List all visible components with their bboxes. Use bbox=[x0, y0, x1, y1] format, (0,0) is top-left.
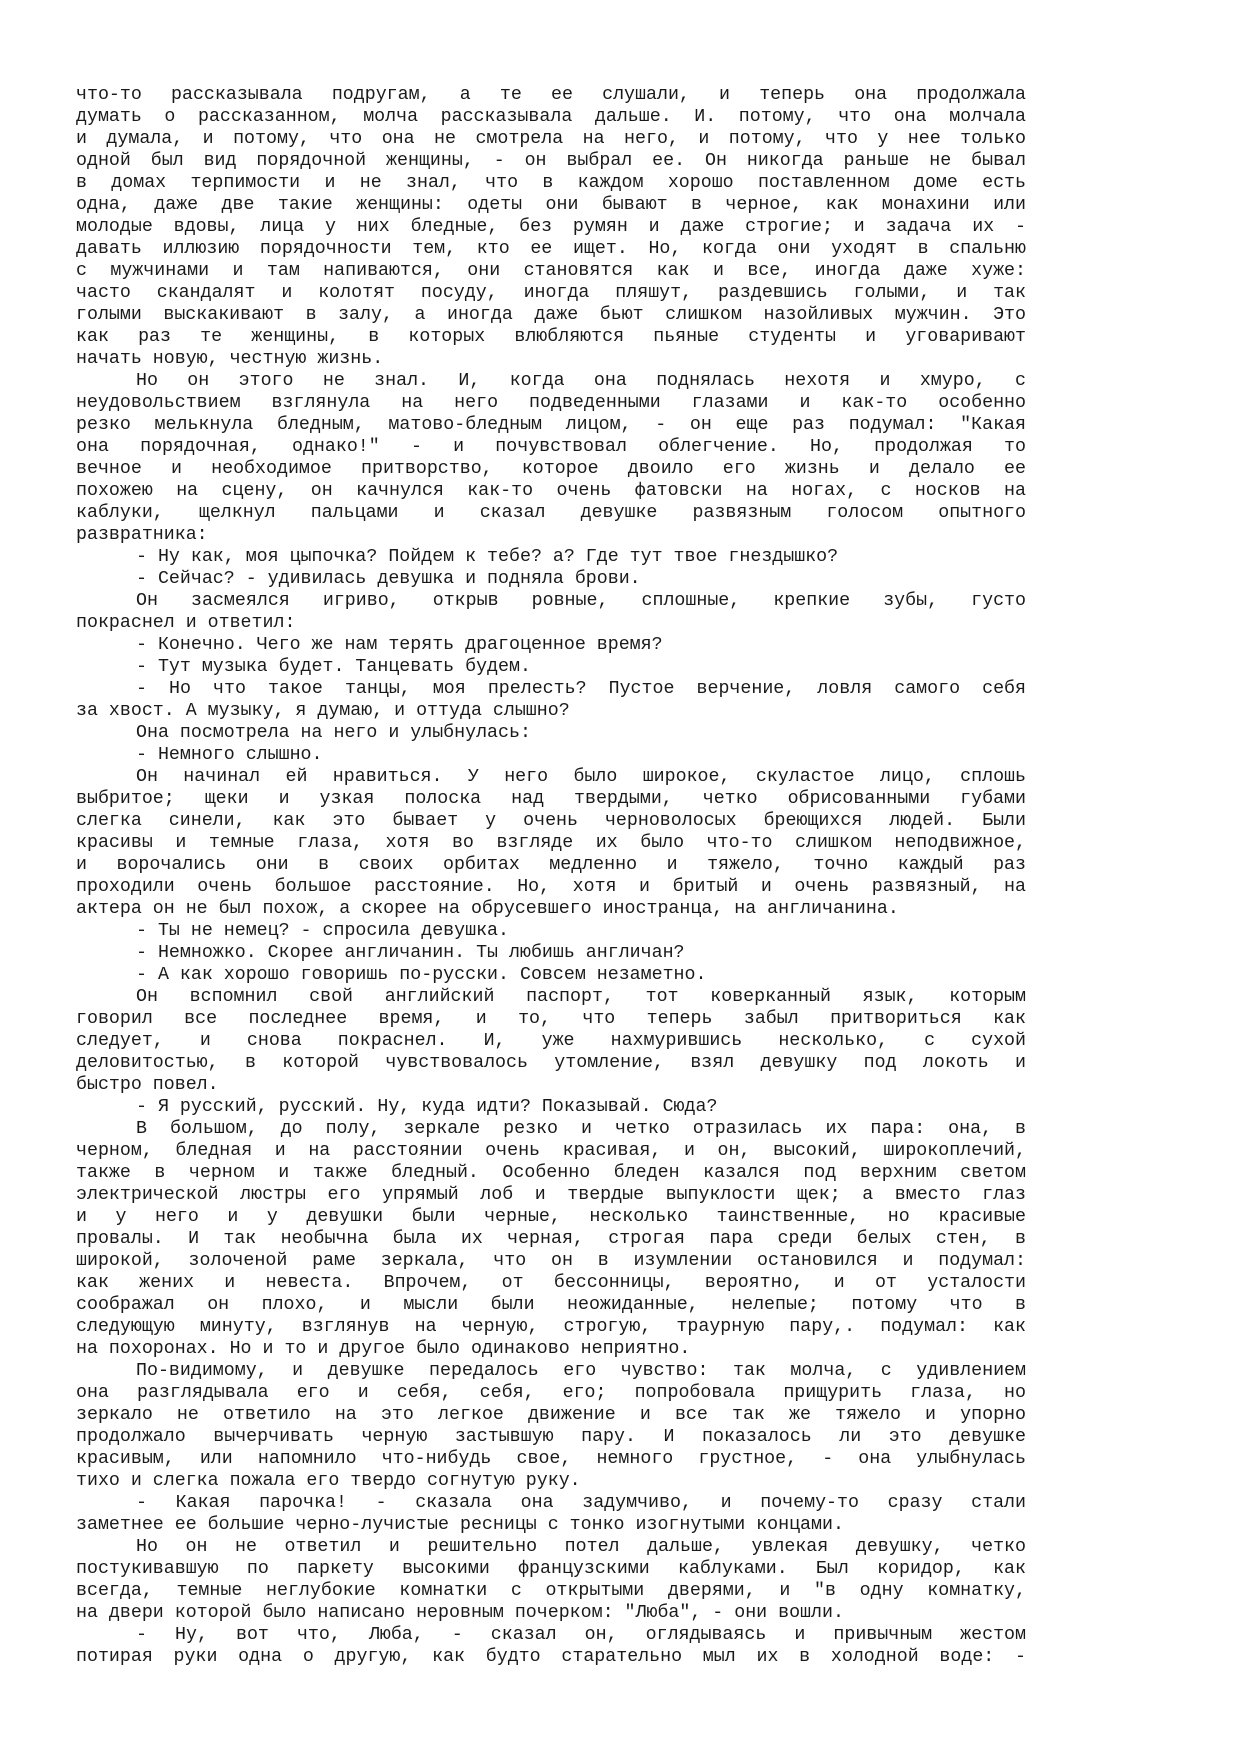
text-line: черном, бледная и на расстоянии очень красивая, и он, высокий, широкоплечий, bbox=[76, 1141, 1026, 1161]
text-line: и ворочались они в своих орбитах медленно и тяжело, точно каждый раз bbox=[76, 855, 1026, 875]
text-line: продолжало вычерчивать черную застывшую пару. И показалось ли это девушке bbox=[76, 1427, 1026, 1447]
text-line: тихо и слегка пожала его твердо согнутую руку. bbox=[76, 1471, 581, 1491]
text-line: - Немного слышно. bbox=[136, 745, 323, 765]
text-line: - А как хорошо говоришь по-русски. Совсем незаметно. bbox=[136, 965, 707, 985]
text-line: заметнее ее большие черно-лучистые ресницы с тонко изогнутыми концами. bbox=[76, 1515, 844, 1535]
text-line: широкой, золоченой раме зеркала, что он в изумлении остановился и подумал: bbox=[76, 1251, 1026, 1271]
text-line: каблуки, щелкнул пальцами и сказал девушке развязным голосом опытного bbox=[76, 503, 1026, 523]
text-line: выбритое; щеки и узкая полоска над твердыми, четко обрисованными губами bbox=[76, 789, 1026, 809]
text-line: слегка синели, как это бывает у очень черноволосых бреющихся людей. Были bbox=[76, 811, 1026, 831]
text-line: соображал он плохо, и мысли были неожиданные, нелепые; потому что в bbox=[76, 1295, 1026, 1315]
text-line: - Ты не немец? - спросила девушка. bbox=[136, 921, 509, 941]
text-line: - Какая парочка! - сказала она задумчиво, и почему-то сразу стали bbox=[136, 1493, 1026, 1513]
text-line: красивы и темные глаза, хотя во взгляде их было что-то слишком неподвижное, bbox=[76, 833, 1026, 853]
text-line: актера он не был похож, а скорее на обрусевшего иностранца, на англичанина. bbox=[76, 899, 899, 919]
text-line: Но он этого не знал. И, когда она поднялась нехотя и хмуро, с bbox=[136, 371, 1026, 391]
text-line: всегда, темные неглубокие комнатки с открытыми дверями, и "в одну комнатку, bbox=[76, 1581, 1026, 1601]
text-line: резко мелькнула бледным, матово-бледным лицом, - он еще раз подумал: "Какая bbox=[76, 415, 1026, 435]
document-page bbox=[76, 84, 1026, 1668]
text-line: молодые вдовы, лица у них бледные, без румян и даже строгие; и задача их - bbox=[76, 217, 1026, 237]
text-line: - Сейчас? - удивилась девушка и подняла брови. bbox=[136, 569, 641, 589]
text-line: что-то рассказывала подругам, а те ее слушали, и теперь она продолжала bbox=[76, 85, 1026, 105]
text-line: одной был вид порядочной женщины, - он выбрал ее. Он никогда раньше не бывал bbox=[76, 151, 1026, 171]
text-line: Он начинал ей нравиться. У него было широкое, скуластое лицо, сплошь bbox=[136, 767, 1026, 787]
text-line: неудовольствием взглянула на него подведенными глазами и как-то особенно bbox=[76, 393, 1026, 413]
text-line: как раз те женщины, в которых влюбляются пьяные студенты и уговаривают bbox=[76, 327, 1026, 347]
text-line: - Тут музыка будет. Танцевать будем. bbox=[136, 657, 531, 677]
text-line: и у него и у девушки были черные, несколько таинственные, но красивые bbox=[76, 1207, 1026, 1227]
text-line: деловитостью, в которой чувствовалось утомление, взял девушку под локоть и bbox=[76, 1053, 1026, 1073]
text-line: Но он не ответил и решительно потел дальше, увлекая девушку, четко bbox=[136, 1537, 1026, 1557]
text-line: следующую минуту, взглянув на черную, строгую, траурную пару,. подумал: как bbox=[76, 1317, 1026, 1337]
text-line: одна, даже две такие женщины: одеты они бывают в черное, как монахини или bbox=[76, 195, 1026, 215]
text-line: и думала, и потому, что она не смотрела на него, и потому, что у нее только bbox=[76, 129, 1026, 149]
text-line: - Но что такое танцы, моя прелесть? Пустое верчение, ловля самого себя bbox=[136, 679, 1026, 699]
text-line: голыми выскакивают в залу, а иногда даже бьют слишком назойливых мужчин. Это bbox=[76, 305, 1026, 325]
text-line: она разглядывала его и себя, себя, его; попробовала прищурить глаза, но bbox=[76, 1383, 1026, 1403]
text-line: - Ну как, моя цыпочка? Пойдем к тебе? а? Где тут твое гнездышко? bbox=[136, 547, 839, 567]
text-line: покраснел и ответил: bbox=[76, 613, 296, 633]
text-line: провалы. И так необычна была их черная, строгая пара среди белых стен, в bbox=[76, 1229, 1026, 1249]
text-line: на двери которой было написано неровным почерком: "Люба", - они вошли. bbox=[76, 1603, 844, 1623]
text-line: Она посмотрела на него и улыбнулась: bbox=[136, 723, 531, 743]
text-line: развратника: bbox=[76, 525, 208, 545]
text-line: следует, и снова покраснел. И, уже нахмурившись несколько, с сухой bbox=[76, 1031, 1026, 1051]
text-line: давать иллюзию порядочности тем, кто ее ищет. Но, когда они уходят в спальню bbox=[76, 239, 1026, 259]
text-line: также в черном и также бледный. Особенно бледен казался под верхним светом bbox=[76, 1163, 1026, 1183]
text-line: - Ну, вот что, Люба, - сказал он, оглядываясь и привычным жестом bbox=[136, 1625, 1026, 1645]
text-line: - Немножко. Скорее англичанин. Ты любишь англичан? bbox=[136, 943, 685, 963]
text-line: часто скандалят и колотят посуду, иногда пляшут, раздевшись голыми, и так bbox=[76, 283, 1026, 303]
text-line: похожею на сцену, он качнулся как-то очень фатовски на ногах, с носков на bbox=[76, 481, 1026, 501]
text-line: красивым, или напомнило что-нибудь свое, немного грустное, - она улыбнулась bbox=[76, 1449, 1026, 1469]
text-line: По-видимому, и девушке передалось его чувство: так молча, с удивлением bbox=[136, 1361, 1026, 1381]
text-line: начать новую, честную жизнь. bbox=[76, 349, 384, 369]
text-line: на похоронах. Но и то и другое было одинаково неприятно. bbox=[76, 1339, 691, 1359]
text-line: зеркало не ответило на это легкое движение и все так же тяжело и упорно bbox=[76, 1405, 1026, 1425]
text-line: в домах терпимости и не знал, что в каждом хорошо поставленном доме есть bbox=[76, 173, 1026, 193]
text-line: - Конечно. Чего же нам терять драгоценное время? bbox=[136, 635, 663, 655]
text-line: как жених и невеста. Впрочем, от бессонницы, вероятно, и от усталости bbox=[76, 1273, 1026, 1293]
text-line: - Я русский, русский. Ну, куда идти? Показывай. Сюда? bbox=[136, 1097, 718, 1117]
text-line: постукивавшую по паркету высокими французскими каблуками. Был коридор, как bbox=[76, 1559, 1026, 1579]
text-line: быстро повел. bbox=[76, 1075, 219, 1095]
text-line: потирая руки одна о другую, как будто старательно мыл их в холодной воде: - bbox=[76, 1647, 1026, 1667]
text-line: проходили очень большое расстояние. Но, хотя и бритый и очень развязный, на bbox=[76, 877, 1026, 897]
text-line: с мужчинами и там напиваются, они становятся как и все, иногда даже хуже: bbox=[76, 261, 1026, 281]
text-line: она порядочная, однако!" - и почувствовал облегчение. Но, продолжая то bbox=[76, 437, 1026, 457]
text-line: В большом, до полу, зеркале резко и четко отразилась их пара: она, в bbox=[136, 1119, 1026, 1139]
text-line: электрической люстры его упрямый лоб и твердые выпуклости щек; а вместо глаз bbox=[76, 1185, 1026, 1205]
text-line: Он засмеялся игриво, открыв ровные, сплошные, крепкие зубы, густо bbox=[136, 591, 1026, 611]
text-line: думать о рассказанном, молча рассказывала дальше. И. потому, что она молчала bbox=[76, 107, 1026, 127]
text-line: говорил все последнее время, и то, что теперь забыл притвориться как bbox=[76, 1009, 1026, 1029]
text-line: вечное и необходимое притворство, которое двоило его жизнь и делало ее bbox=[76, 459, 1026, 479]
text-line: за хвост. А музыку, я думаю, и оттуда слышно? bbox=[76, 701, 570, 721]
text-line: Он вспомнил свой английский паспорт, тот коверканный язык, которым bbox=[136, 987, 1026, 1007]
